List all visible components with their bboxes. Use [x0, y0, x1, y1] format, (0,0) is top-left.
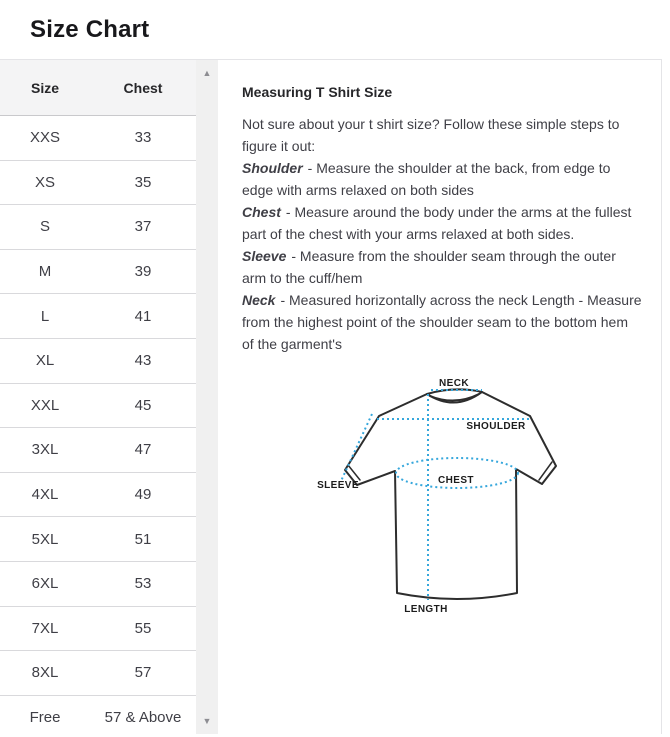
step-desc: - Measure around the body under the arms at the fullest part of the chest with your arms relaxed at both sides. — [242, 204, 632, 242]
table-scrollbar[interactable] — [196, 60, 218, 734]
tshirt-diagram — [309, 371, 661, 626]
table-row — [0, 562, 196, 607]
size-cell: Free — [29, 709, 61, 727]
step-term: Sleeve — [242, 248, 287, 264]
chest-cell: 51 — [134, 530, 152, 548]
table-row — [0, 116, 196, 161]
chest-cell: 33 — [134, 129, 152, 147]
neck-label: NECK — [439, 378, 469, 389]
size-cell: XL — [35, 352, 55, 370]
size-cell: 4XL — [31, 486, 59, 504]
table-row — [0, 473, 196, 518]
col-header-chest: Chest — [123, 79, 163, 96]
sleeve-label: SLEEVE — [317, 480, 359, 491]
step-term: Chest — [242, 204, 281, 220]
chest-cell: 47 — [134, 441, 152, 459]
size-cell: 6XL — [31, 575, 59, 593]
table-row — [0, 384, 196, 429]
measure-step — [242, 201, 642, 245]
col-header-size: Size — [30, 79, 59, 96]
guide-text — [242, 113, 642, 355]
step-desc: - Measure the shoulder at the back, from edge to edge with arms relaxed on both sides — [242, 160, 611, 198]
chest-cell: 39 — [134, 263, 152, 281]
table-row — [0, 339, 196, 384]
table-row — [0, 651, 196, 696]
step-term: Neck — [242, 292, 276, 308]
size-cell: S — [39, 218, 50, 236]
chest-cell: 41 — [134, 307, 152, 325]
measure-step — [242, 245, 642, 289]
guide-intro: Not sure about your t shirt size? Follow these simple steps to figure it out: — [242, 116, 620, 154]
scroll-down-icon[interactable]: ▼ — [202, 716, 212, 726]
table-row — [0, 696, 196, 734]
size-cell: L — [40, 307, 50, 325]
guide-heading: Measuring T Shirt Size — [242, 84, 393, 100]
measure-step — [242, 157, 642, 201]
step-desc: - Measured horizontally across the neck Length - Measure from the highest point of the shoulder seam to the bottom hem of the garment's — [242, 292, 642, 352]
table-row — [0, 205, 196, 250]
measure-step — [242, 289, 642, 355]
step-term: Shoulder — [242, 160, 303, 176]
size-cell: XS — [34, 173, 55, 191]
chest-cell: 57 & Above — [104, 709, 182, 727]
table-row — [0, 250, 196, 295]
size-cell: M — [38, 263, 52, 281]
chest-cell: 55 — [134, 619, 152, 637]
size-cell: 8XL — [31, 664, 59, 682]
size-table — [0, 60, 196, 734]
tshirt-diagram-svg — [309, 371, 589, 621]
length-label: LENGTH — [404, 604, 448, 615]
chest-cell: 53 — [134, 575, 152, 593]
chest-label: CHEST — [438, 475, 474, 486]
table-row — [0, 294, 196, 339]
size-cell: 3XL — [31, 441, 59, 459]
table-row — [0, 607, 196, 652]
size-cell: XXS — [29, 129, 60, 147]
size-chart-panel — [0, 59, 662, 734]
table-row — [0, 161, 196, 206]
page-title: Size Chart — [30, 16, 150, 43]
table-row — [0, 517, 196, 562]
scroll-up-icon[interactable]: ▲ — [202, 68, 212, 78]
step-desc: - Measure from the shoulder seam through the outer arm to the cuff/hem — [242, 248, 616, 286]
shoulder-label: SHOULDER — [466, 421, 526, 432]
size-cell: 5XL — [31, 530, 59, 548]
table-header-row — [0, 60, 196, 116]
chest-cell: 35 — [134, 173, 152, 191]
chest-cell: 37 — [134, 218, 152, 236]
size-cell: 7XL — [31, 619, 59, 637]
table-row — [0, 428, 196, 473]
measuring-guide — [218, 60, 661, 734]
size-cell: XXL — [30, 396, 60, 414]
chest-cell: 49 — [134, 486, 152, 504]
chest-cell: 43 — [134, 352, 152, 370]
chest-cell: 57 — [134, 664, 152, 682]
chest-cell: 45 — [134, 396, 152, 414]
